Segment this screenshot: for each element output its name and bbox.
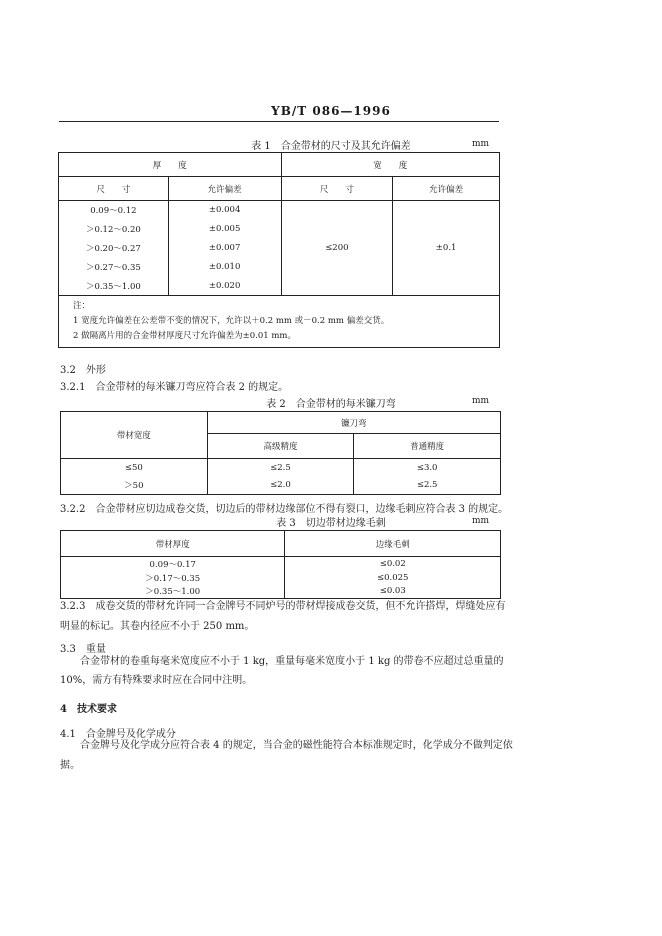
table-cell: ±0.020 xyxy=(168,277,281,296)
table-cell: ±0.005 xyxy=(168,220,281,239)
section-3-3-line2: 10%，需方有特殊要求时应在合同中注明。 xyxy=(60,675,253,686)
table-cell: ±0.010 xyxy=(168,258,281,277)
table-cell: ≤2.5 xyxy=(354,477,501,495)
table-cell: ＞0.12～0.20 xyxy=(59,220,169,239)
table-cell: 0.09～0.17 xyxy=(61,557,285,571)
table1-width-tolerance-label: 允许偏差 xyxy=(393,177,500,201)
table3-col-thickness: 带材厚度 xyxy=(61,531,285,557)
table3 xyxy=(60,530,501,599)
table-cell: ＞0.35～1.00 xyxy=(61,585,285,599)
table-cell: ≤0.03 xyxy=(285,585,501,599)
table2-caption: 表 2 合金带材的每米镰刀弯 xyxy=(266,399,396,410)
table1-note-1: 1 宽度允许偏差在公差带不变的情况下，允许以＋0.2 mm 或－0.2 mm 偏差交货。 xyxy=(73,316,390,326)
section-3-2: 3.2 外形 xyxy=(60,365,106,376)
section-3-2-2: 3.2.2 合金带材应切边成卷交货，切边后的带材边缘部位不得有裂口，边缘毛刺应符合表 3 的规定。 xyxy=(60,504,509,515)
section-3-2-3-line1: 3.2.3 成卷交货的带材允许同一合金牌号不同炉号的带材焊接成卷交货，但不允许搭焊，焊缝处应有 xyxy=(60,601,506,612)
page-header-code: YB/T 086—1996 xyxy=(271,104,391,118)
table-cell: ≤2.5 xyxy=(207,459,354,477)
table-cell: ＞0.27～0.35 xyxy=(59,258,169,277)
table-cell: ≤50 xyxy=(61,459,208,477)
table1-notes xyxy=(59,296,500,348)
table3-unit: mm xyxy=(472,516,490,526)
table-cell: 0.09～0.12 xyxy=(59,201,169,220)
section-4-1: 4.1 合金牌号及化学成分 xyxy=(60,729,176,740)
table2-col-normal: 普通精度 xyxy=(354,434,501,459)
table2-group-header: 镰刀弯 xyxy=(207,412,500,434)
table3-col-burr: 边缘毛刺 xyxy=(285,531,501,557)
table1-note-2: 2 做隔离片用的合金带材厚度尺寸允许偏差为±0.01 mm。 xyxy=(73,331,296,341)
table1-caption: 表 1 合金带材的尺寸及其允许偏差 xyxy=(251,141,411,152)
section-4-1-line2: 据。 xyxy=(60,760,80,771)
table2 xyxy=(60,411,501,495)
table2-col-width: 带材宽度 xyxy=(61,412,208,459)
section-4: 4 技术要求 xyxy=(60,704,117,715)
table1-thickness-header: 厚 度 xyxy=(59,153,282,177)
section-3-2-3-line2: 明显的标记。其卷内径应不小于 250 mm。 xyxy=(60,621,255,632)
table-cell: ＞0.20～0.27 xyxy=(59,239,169,258)
table-cell: ＞0.17～0.35 xyxy=(61,571,285,585)
table-cell: ±0.007 xyxy=(168,239,281,258)
table1 xyxy=(58,152,500,348)
section-3-3-line1: 合金带材的卷重每毫米宽度应不小于 1 kg，重量每毫米宽度小于 1 kg 的带卷不应超过总重量的 xyxy=(80,656,504,667)
table1-width-size-label: 尺 寸 xyxy=(281,177,393,201)
table1-tolerance-label: 允许偏差 xyxy=(168,177,281,201)
section-3-3: 3.3 重量 xyxy=(60,644,106,655)
table1-note-title: 注： xyxy=(73,301,91,311)
section-4-1-line1: 合金牌号及化学成分应符合表 4 的规定，当合金的磁性能符合本标准规定时，化学成分不做判定依 xyxy=(80,740,513,751)
table1-width-tol: ±0.1 xyxy=(393,201,500,296)
table2-unit: mm xyxy=(472,396,490,406)
table1-size-label: 尺 寸 xyxy=(59,177,169,201)
table-cell: ＞50 xyxy=(61,477,208,495)
table-cell: ≤3.0 xyxy=(354,459,501,477)
table-cell: ＞0.35～1.00 xyxy=(59,277,169,296)
table-cell: ±0.004 xyxy=(168,201,281,220)
table-cell: ≤2.0 xyxy=(207,477,354,495)
table1-width-header: 宽 度 xyxy=(281,153,500,177)
table1-unit: mm xyxy=(472,139,490,149)
table-cell: ≤0.02 xyxy=(285,557,501,571)
section-3-2-1: 3.2.1 合金带材的每米镰刀弯应符合表 2 的规定。 xyxy=(60,382,289,393)
header-rule xyxy=(59,121,499,122)
table2-col-high: 高级精度 xyxy=(207,434,354,459)
table-cell: ≤0.025 xyxy=(285,571,501,585)
table3-caption: 表 3 切边带材边缘毛刺 xyxy=(276,518,386,529)
table1-width-size: ≤200 xyxy=(281,201,393,296)
